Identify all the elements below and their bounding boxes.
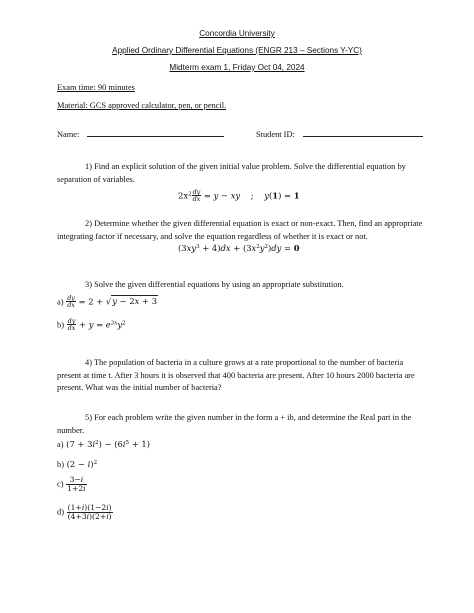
name-label: Name: [57,130,80,139]
question-5d-label: d) [57,507,64,517]
exam-time: Exam time: 90 minutes [57,83,135,92]
question-5b-label: b) [57,460,64,469]
question-5a-label: a) [57,440,64,449]
university-name: Concordia University [199,29,275,38]
question-2-equation: $(3xy^3 + 4)dx + (3x^2y^2)dy = 0$ [178,243,300,253]
question-5d: d) $\frac{(1+i)(1-2i)}{(4+3i)(2+i)}$ [57,503,112,521]
student-id-field[interactable] [256,129,423,139]
question-4-text: 4) The population of bacteria in a culture grows at a rate proportional to the number of bacteria present at time t. After 3 hours it is observed that 400 bacteria are present. After 10 hours 2000 bacteria are present. What was the initial number of bacteria? [57,358,415,393]
student-id-label: Student ID: [256,130,295,139]
question-3b-label: b) [57,320,64,330]
exam-material: Material: GCS approved calculator, pen, or pencil. [57,101,227,110]
course-title: Applied Ordinary Differential Equations (ENGR 213 – Sections Y-YC) [112,46,362,55]
question-3-text: 3) Solve the given differential equations by using an appropriate substitution. [85,280,344,289]
question-5a: a) $(7 + 3i^2) - (6i^5 + 1)$ [57,439,150,449]
question-3a: a) $\frac{dy}{dx}$ = 2 + √y − 2x + 3 [57,294,158,310]
question-1-text: 1) Find an explicit solution of the given initial value problem. Solve the differential equation by separation of variables. [57,162,406,184]
exam-title: Midterm exam 1, Friday Oct 04, 2024 [169,63,305,72]
question-2-text: 2) Determine whether the given differential equation is exact or non-exact. Then, find an appropriate integrating factor if necessary, and solve the equation regardless of whether it is exact or not. [57,219,423,241]
question-5c: c) $\frac{3-i}{1+2i}$ [57,475,86,493]
question-5c-label: c) [57,479,64,489]
name-field[interactable] [57,129,224,139]
question-5-text: 5) For each problem write the given number in the form a + ib, and determine the Real part in the number. [57,413,412,435]
name-line [87,129,224,137]
question-1-equation: $2x^2$ $\frac{dy}{dx}$ = y − xy ; y(1) = 1 [178,188,300,204]
question-5b: b) $(2 - i)^2$ [57,459,98,469]
question-3b: b) $\frac{dy}{dx}$ + $y = e^{3x}y^2$ [57,317,126,333]
student-id-line [303,129,423,137]
question-3a-label: a) [57,297,64,307]
